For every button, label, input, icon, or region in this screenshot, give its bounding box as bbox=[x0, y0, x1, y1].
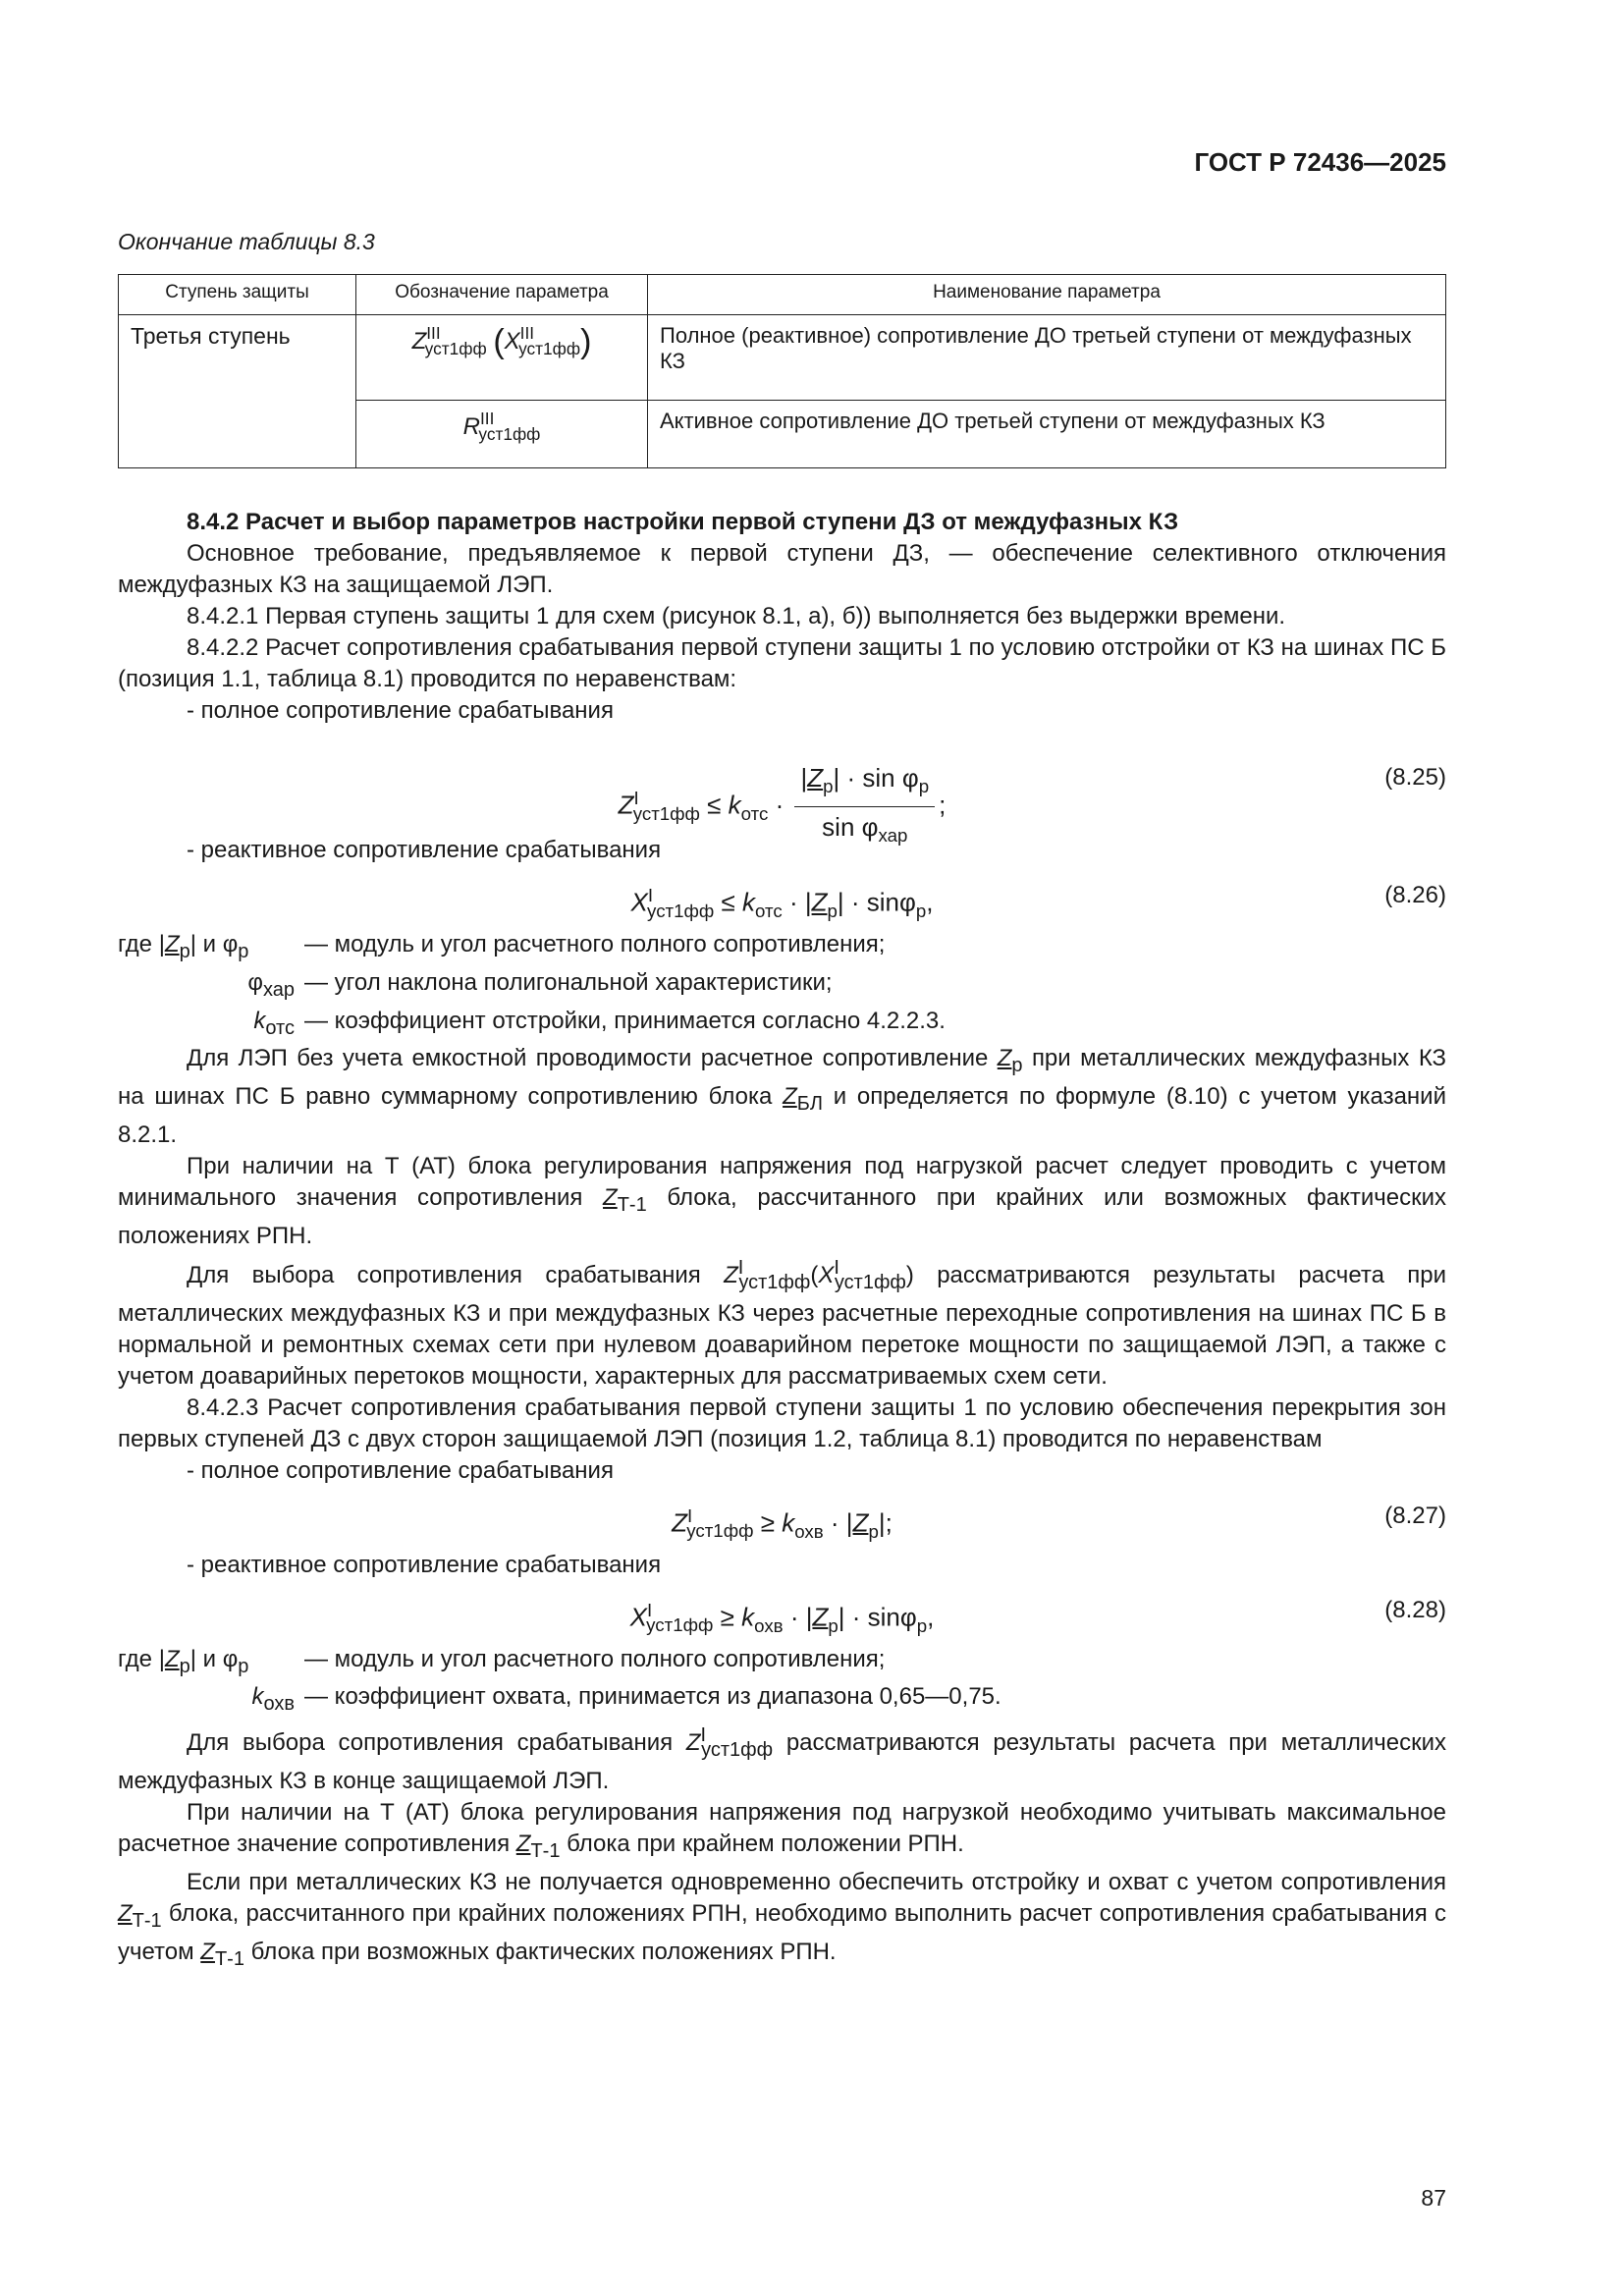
table-caption: Окончание таблицы 8.3 bbox=[118, 229, 375, 254]
paragraph: Основное требование, предъявляемое к первой ступени ДЗ, — обеспечение селективного отключения междуфазных КЗ на защищаемой ЛЭП. bbox=[118, 540, 1446, 598]
where-symbol: где $|Z_р|$ и $\varphi_р$ bbox=[118, 1645, 249, 1677]
formula: $Z^I_{уст1фф} \le k_{отс}$ · $\frac{|Z_р| \cdot \sin \varphi_р}{\sin \varphi_{хар}}$ ; bbox=[618, 763, 947, 847]
equation-number: (8.25) bbox=[1384, 764, 1446, 791]
list-item: - полное сопротивление срабатывания bbox=[187, 1456, 614, 1484]
paragraph: При наличии на Т (АТ) блока регулирования напряжения под нагрузкой необходимо учитывать максимальное расчетное значение сопротивления $Z_{Т-1}$ блока при крайнем положении РПН. bbox=[118, 1798, 1446, 1862]
where-row bbox=[118, 1644, 1446, 1682]
formula: $X^I_{уст1фф} \le k_{отс} \cdot |Z_р| \cdot \sin\varphi_р$, bbox=[630, 885, 934, 921]
where-row bbox=[118, 1006, 1446, 1044]
where-row bbox=[118, 1681, 1446, 1720]
param-name-cell: Активное сопротивление ДО третьей ступени от междуфазных КЗ bbox=[648, 401, 1446, 468]
parameters-table bbox=[118, 274, 1446, 468]
param-name-cell: Полное (реактивное) сопротивление ДО третьей ступени от междуфазных КЗ bbox=[648, 315, 1446, 401]
paragraph: Если при металлических КЗ не получается одновременно обеспечить отстройку и охват с учетом сопротивления $Z_{Т-1}$ блока, рассчитанного при крайних положениях РПН, необходимо выполнить расчет сопротивления срабатывания с учетом $Z_{Т-1}$ блока при возможных фактических положениях РПН. bbox=[118, 1868, 1446, 1970]
col-header-name: Наименование параметра bbox=[648, 275, 1446, 315]
col-header-symbol: Обозначение параметра bbox=[356, 275, 648, 315]
symbol-r-uset: $R^{III}_{уст1фф}$ bbox=[356, 401, 648, 468]
list-item: - реактивное сопротивление срабатывания bbox=[187, 837, 662, 863]
paragraph: 8.4.2.1 Первая ступень защиты 1 для схем (рисунок 8.1, а), б)) выполняется без выдержки времени. bbox=[187, 603, 1286, 629]
formula: $X^I_{уст1фф} \ge k_{охв} \cdot |Z_р| \cdot \sin\varphi_р$, bbox=[629, 1599, 935, 1636]
list-item: - полное сопротивление срабатывания bbox=[187, 697, 614, 724]
document-id-header: ГОСТ Р 72436—2025 bbox=[1194, 147, 1446, 177]
paragraph: Для ЛЭП без учета емкостной проводимости расчетное сопротивление $Z_р$ при металлических междуфазных КЗ на шинах ПС Б равно суммарному сопротивлению блока $Z_{БЛ}$ и определяется по формуле (8.10) с учетом указаний 8.2.1. bbox=[118, 1045, 1447, 1148]
symbol-z-x-uset: $Z^{III}_{уст1фф}$ $(X^{III}_{уст1фф})$ bbox=[356, 315, 648, 401]
where-symbol: $k_{охв}$ bbox=[251, 1683, 295, 1716]
col-header-stage: Ступень защиты bbox=[119, 275, 356, 315]
where-description: — угол наклона полигональной характеристики; bbox=[304, 968, 833, 996]
where-description: — коэффициент охвата, принимается из диапазона 0,65—0,75. bbox=[304, 1683, 1001, 1711]
paragraph: 8.4.2.2 Расчет сопротивления срабатывания первой ступени защиты 1 по условию отстройки от КЗ на шинах ПС Б (позиция 1.1, таблица 8.1) проводится по неравенствам: bbox=[118, 634, 1446, 692]
where-description: — коэффициент отстройки, принимается согласно 4.2.2.3. bbox=[304, 1007, 946, 1034]
where-symbol: $\varphi_{хар}$ bbox=[247, 968, 295, 1001]
where-row bbox=[118, 929, 1446, 967]
equation-number: (8.27) bbox=[1384, 1502, 1446, 1529]
equation-8-25 bbox=[118, 727, 1446, 847]
equation-8-28 bbox=[118, 1581, 1446, 1644]
table-header-row bbox=[119, 275, 1446, 315]
where-description: — модуль и угол расчетного полного сопротивления; bbox=[304, 1645, 886, 1672]
where-symbol: где $|Z_р|$ и $\varphi_р$ bbox=[118, 931, 249, 962]
where-row bbox=[118, 967, 1446, 1006]
equation-8-27 bbox=[118, 1487, 1446, 1550]
where-description: — модуль и угол расчетного полного сопротивления; bbox=[304, 931, 886, 957]
section-body bbox=[118, 507, 1446, 1974]
paragraph: Для выбора сопротивления срабатывания $Z^I_{уст1фф}$ рассматриваются результаты расчета при металлических междуфазных КЗ в конце защищаемой ЛЭП. bbox=[118, 1724, 1446, 1794]
section-heading: 8.4.2 Расчет и выбор параметров настройки первой ступени ДЗ от междуфазных КЗ bbox=[187, 509, 1179, 535]
stage-cell: Третья ступень bbox=[119, 315, 356, 468]
page-number: 87 bbox=[1421, 2185, 1446, 2211]
equation-number: (8.26) bbox=[1384, 882, 1446, 908]
table-row bbox=[119, 315, 1446, 401]
paragraph: 8.4.2.3 Расчет сопротивления срабатывания первой ступени защиты 1 по условию обеспечения перекрытия зон первых ступеней ДЗ с двух сторон защищаемой ЛЭП (позиция 1.2, таблица 8.1) проводится по неравенствам bbox=[118, 1394, 1446, 1452]
equation-number: (8.28) bbox=[1384, 1596, 1446, 1623]
paragraph: При наличии на Т (АТ) блока регулирования напряжения под нагрузкой расчет следует проводить с учетом минимального значения сопротивления $Z_{Т-1}$ блока, рассчитанного при крайних или возможных фактических положениях РПН. bbox=[118, 1152, 1446, 1249]
formula: $Z^I_{уст1фф} \ge k_{охв} \cdot |Z_р|$; bbox=[672, 1504, 893, 1542]
paragraph: Для выбора сопротивления срабатывания $Z^I_{уст1фф}(X^I_{уст1фф})$ рассматриваются результаты расчета при металлических междуфазных КЗ и при междуфазных КЗ через расчетные переходные сопротивления на шинах ПС Б в нормальной и ремонтных схемах сети при нулевом доаварийном перетоке мощности по защищаемой ЛЭП, а также с учетом доаварийных перетоков мощности, характерных для рассматриваемых схем сети. bbox=[118, 1256, 1446, 1390]
equation-8-26 bbox=[118, 866, 1446, 929]
list-item: - реактивное сопротивление срабатывания bbox=[187, 1551, 662, 1578]
where-symbol: $k_{отс}$ bbox=[253, 1007, 295, 1039]
